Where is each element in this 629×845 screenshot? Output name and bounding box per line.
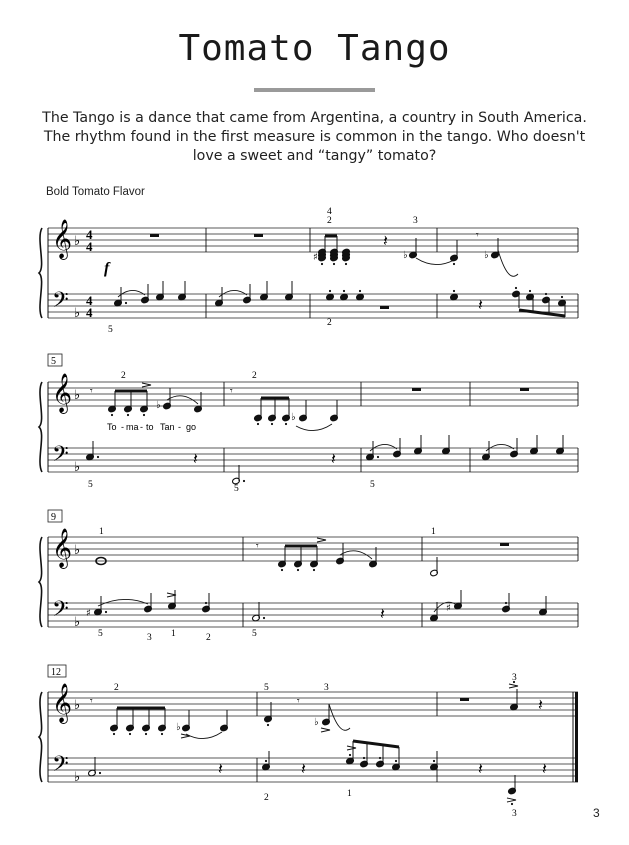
staccato-dot	[267, 724, 269, 726]
fingering: 5	[252, 629, 257, 639]
dynamic-forte: f	[104, 260, 110, 277]
time-signature-top: 4	[86, 227, 93, 242]
flat-icon: ♭	[314, 717, 319, 728]
staccato-dot	[125, 302, 127, 304]
eighth-rest: 𝄾	[90, 696, 93, 707]
slur	[416, 258, 454, 265]
fingering: 3	[512, 809, 517, 819]
whole-rest	[500, 543, 509, 546]
treble-clef-icon: 𝄞	[52, 219, 73, 259]
treble-clef-icon: 𝄞	[52, 528, 73, 568]
staccato-dot	[143, 414, 145, 416]
staccato-dot	[349, 754, 351, 756]
page-title: Tomato Tango	[178, 28, 451, 69]
staccato-dot	[263, 617, 265, 619]
staccato-dot	[529, 290, 531, 292]
staccato-dot	[127, 414, 129, 416]
fingering: 5	[234, 484, 239, 494]
whole-rest	[150, 234, 159, 237]
bass-clef-icon: 𝄢	[52, 752, 69, 782]
accent-mark	[509, 684, 518, 688]
fingering: 1	[99, 527, 104, 537]
lyric-syllable: ma	[126, 422, 139, 432]
lyric-syllable: Tan	[160, 422, 175, 432]
system	[39, 683, 578, 785]
lyrics	[107, 422, 196, 432]
time-signature-top: 4	[86, 293, 93, 308]
fingering: 2	[264, 793, 269, 803]
eighth-rest: 𝄾	[230, 386, 233, 397]
fingering: 2	[252, 371, 257, 381]
staccato-dot	[333, 263, 335, 265]
slur	[498, 250, 518, 276]
staccato-dot	[265, 760, 267, 762]
staccato-dot	[433, 760, 435, 762]
fingering: 5	[88, 480, 93, 490]
beam	[353, 741, 399, 747]
system-brace	[39, 692, 42, 782]
final-barline-thick	[575, 692, 578, 782]
eighth-rest: 𝄾	[90, 386, 93, 397]
staccato-dot	[97, 456, 99, 458]
fingering: 3	[512, 673, 517, 683]
slur	[329, 704, 350, 730]
eighth-rest: 𝄾	[256, 541, 259, 552]
fingering: 1	[347, 789, 352, 799]
quarter-rest: 𝄽	[301, 759, 306, 778]
staccato-dot	[515, 287, 517, 289]
quarter-rest: 𝄽	[193, 449, 198, 468]
beam	[519, 310, 565, 316]
system-brace	[39, 382, 42, 472]
lyric-syllable: go	[186, 422, 197, 432]
quarter-rest: 𝄽	[383, 231, 388, 250]
eighth-rest: 𝄾	[297, 696, 300, 707]
whole-rest	[412, 388, 421, 391]
quarter-rest: 𝄽	[380, 604, 385, 623]
measure-number-5: 5	[51, 356, 56, 367]
staccato-dot	[505, 602, 507, 604]
fingering: 4	[327, 207, 332, 217]
staccato-dot	[313, 569, 315, 571]
tempo-marking: Bold Tomato Flavor	[46, 186, 145, 198]
quarter-rest: 𝄽	[538, 695, 543, 714]
accent-mark	[181, 734, 190, 738]
accent-mark	[347, 746, 356, 750]
flat-icon: ♭	[291, 412, 296, 423]
fingering: 2	[327, 216, 332, 226]
slur	[186, 732, 222, 739]
slur	[296, 424, 332, 431]
fingering: 1	[171, 629, 176, 639]
staccato-dot	[561, 296, 563, 298]
treble-clef-icon: 𝄞	[52, 373, 73, 413]
flat-key-signature-icon: ♭	[74, 460, 81, 475]
accent-mark	[317, 538, 326, 542]
staccato-dot	[379, 757, 381, 759]
flat-icon: ♭	[156, 400, 161, 411]
fingering: 5	[370, 480, 375, 490]
sharp-icon: ♯	[86, 608, 91, 619]
bass-clef-icon: 𝄢	[52, 288, 69, 318]
fingering: 3	[147, 633, 152, 643]
system-brace	[39, 228, 42, 318]
flat-key-signature-icon: ♭	[74, 770, 81, 785]
whole-rest	[520, 388, 529, 391]
measure-number-12: 12	[51, 667, 61, 678]
staccato-dot	[243, 480, 245, 482]
fingering: 5	[264, 683, 269, 693]
staccato-dot	[281, 569, 283, 571]
flat-key-signature-icon: ♭	[74, 615, 81, 630]
staccato-dot	[297, 569, 299, 571]
flat-icon: ♭	[484, 250, 489, 261]
quarter-rest: 𝄽	[218, 759, 223, 778]
staccato-dot	[161, 733, 163, 735]
fingering: 2	[121, 371, 126, 381]
staccato-dot	[145, 733, 147, 735]
fingering: 3	[324, 683, 329, 693]
flat-icon: ♭	[176, 722, 181, 733]
fingering: 3	[413, 216, 418, 226]
fingering: 2	[327, 318, 332, 328]
staccato-dot	[205, 602, 207, 604]
staccato-dot	[113, 733, 115, 735]
accent-mark	[507, 798, 516, 802]
lyric-hyphen: -	[178, 422, 181, 432]
flat-key-signature-icon: ♭	[74, 543, 81, 558]
flat-key-signature-icon: ♭	[74, 306, 81, 321]
staccato-dot	[453, 263, 455, 265]
flat-key-signature-icon: ♭	[74, 388, 81, 403]
eighth-rest: 𝄾	[476, 230, 479, 241]
bass-clef-icon: 𝄢	[52, 597, 69, 627]
measure-number-9: 9	[51, 512, 56, 523]
flat-icon: ♭	[403, 250, 408, 261]
quarter-rest: 𝄽	[478, 295, 483, 314]
fingering: 1	[431, 527, 436, 537]
bass-clef-icon: 𝄢	[52, 442, 69, 472]
staccato-dot	[377, 456, 379, 458]
accent-mark	[142, 383, 151, 387]
lyric-hyphen: -	[121, 422, 124, 432]
staccato-dot	[453, 290, 455, 292]
staccato-dot	[395, 760, 397, 762]
lyric-syllable: to	[146, 422, 154, 432]
sharp-icon: ♯	[446, 603, 451, 614]
quarter-rest: 𝄽	[542, 759, 547, 778]
score-systems	[39, 219, 578, 805]
system-brace	[39, 537, 42, 627]
quarter-rest: 𝄽	[331, 449, 336, 468]
staccato-dot	[359, 290, 361, 292]
dynamic-mark	[104, 260, 111, 277]
flat-key-signature-icon: ♭	[74, 234, 81, 249]
sharp-icon: ♯	[313, 252, 318, 263]
fingering: 5	[108, 325, 113, 335]
quarter-rest: 𝄽	[478, 759, 483, 778]
whole-rest	[380, 306, 389, 309]
staccato-dot	[343, 290, 345, 292]
staccato-dot	[345, 263, 347, 265]
accent-mark	[321, 728, 330, 732]
staccato-dot	[105, 611, 107, 613]
staccato-dot	[511, 803, 513, 805]
fingering: 2	[114, 683, 119, 693]
staccato-dot	[285, 423, 287, 425]
flat-key-signature-icon: ♭	[74, 698, 81, 713]
staccato-dot	[271, 423, 273, 425]
whole-rest	[460, 698, 469, 701]
lyric-syllable: To	[107, 422, 117, 432]
staccato-dot	[321, 263, 323, 265]
intro-paragraph: The Tango is a dance that came from Argentina, a country in South America. The rhythm found in the first measure is common in the tango. Who doesn't love a sweet and “tangy” tomato?	[42, 110, 587, 164]
staccato-dot	[363, 757, 365, 759]
whole-rest	[254, 234, 263, 237]
time-signature-bottom: 4	[86, 239, 93, 254]
fingering: 2	[206, 633, 211, 643]
staccato-dot	[129, 733, 131, 735]
staccato-dot	[329, 290, 331, 292]
staccato-dot	[545, 293, 547, 295]
staccato-dot	[111, 414, 113, 416]
staccato-dot	[257, 423, 259, 425]
system	[39, 373, 578, 475]
page-number: 3	[593, 806, 600, 820]
treble-clef-icon: 𝄞	[52, 683, 73, 723]
staccato-dot	[99, 772, 101, 774]
time-signature-bottom: 4	[86, 305, 93, 320]
fingering: 5	[98, 629, 103, 639]
system	[39, 528, 578, 630]
lyric-hyphen: -	[140, 422, 143, 432]
